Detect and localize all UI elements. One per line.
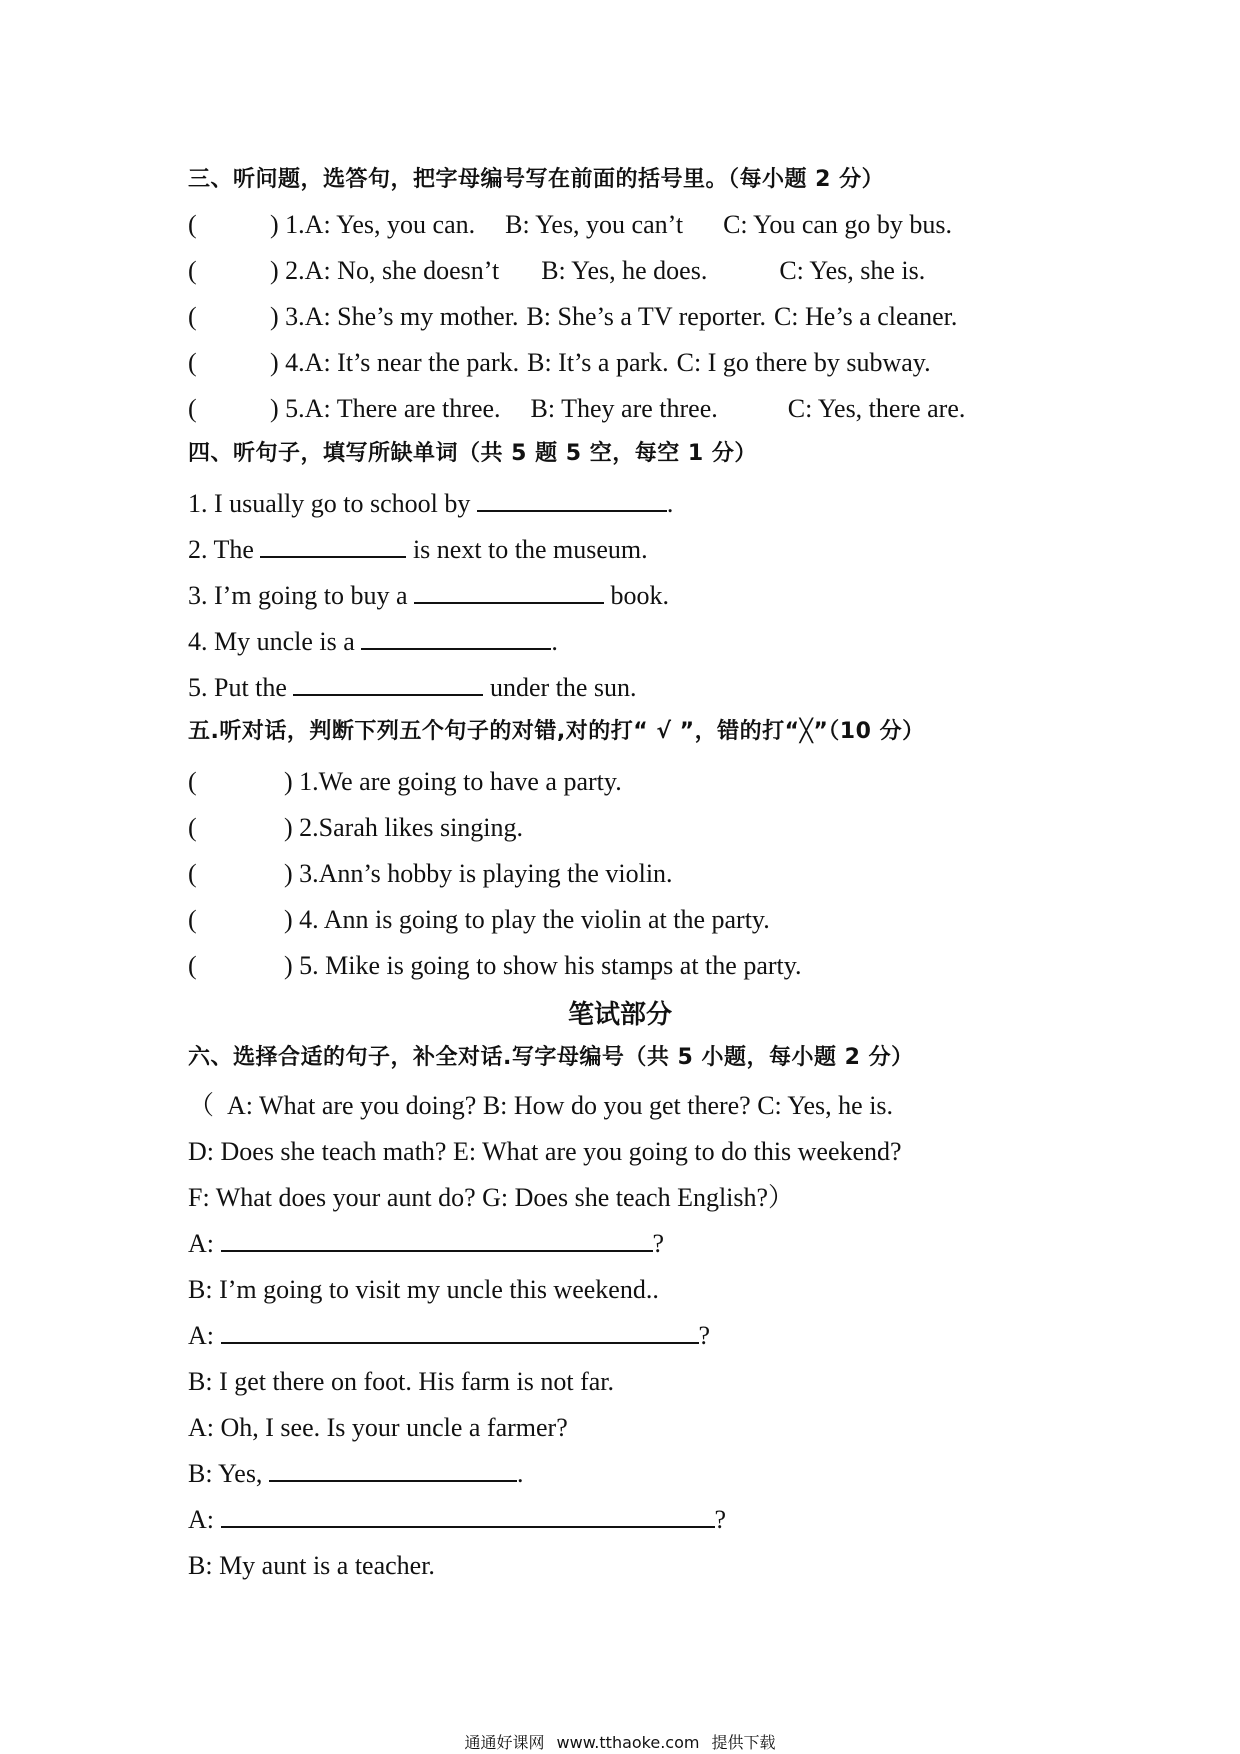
dialogue-b4: B: My aunt is a teacher. (188, 1551, 435, 1580)
dialogue-b1: B: I’m going to visit my uncle this weekend.. (188, 1275, 659, 1304)
written-part-title: 笔试部分 (567, 1000, 672, 1030)
s3-item-1: ( ) 1.A: Yes, you can. B: Yes, you can’t C: You can go by bus. (188, 210, 953, 239)
s4-item-2: 2. The is next to the museum. (188, 535, 648, 564)
fill-blank[interactable] (293, 672, 483, 696)
s4-item-1: 1. I usually go to school by . (188, 489, 674, 518)
fill-blank[interactable] (414, 580, 604, 604)
answer-bracket[interactable]: ( (188, 951, 197, 980)
dialogue-a3: A: Oh, I see. Is your uncle a farmer? (188, 1413, 568, 1442)
dialogue-a2: A: ? (188, 1321, 711, 1350)
footer-url[interactable]: www.tthaoke.com (556, 1733, 700, 1752)
s5-item-2: ( ) 2.Sarah likes singing. (188, 813, 524, 842)
dialogue-b2: B: I get there on foot. His farm is not far. (188, 1367, 615, 1396)
s4-item-4: 4. My uncle is a . (188, 627, 558, 656)
section-5-heading: 五.听对话，判断下列五个句子的对错,对的打“ √ ”，错的打“╳”（10 分） (188, 719, 925, 744)
s3-item-2: ( ) 2.A: No, she doesn’t B: Yes, he does. C: Yes, she is. (188, 256, 926, 285)
dialogue-a4: A: ? (188, 1505, 727, 1534)
section-3-heading: 三、听问题，选答句，把字母编号写在前面的括号里。（每小题 2 分） (188, 167, 885, 192)
fill-blank[interactable] (221, 1320, 699, 1344)
s3-item-5: ( ) 5.A: There are three. B: They are three. C: Yes, there are. (188, 394, 966, 423)
s5-item-3: ( ) 3.Ann’s hobby is playing the violin. (188, 859, 673, 888)
section-4-heading: 四、听句子，填写所缺单词（共 5 题 5 空，每空 1 分） (188, 441, 757, 466)
dialogue-a1: A: ? (188, 1229, 665, 1258)
s5-item-5: ( ) 5. Mike is going to show his stamps at the party. (188, 951, 802, 980)
page-footer (0, 1730, 1240, 1753)
fill-blank[interactable] (221, 1228, 653, 1252)
fill-blank[interactable] (477, 488, 667, 512)
fill-blank[interactable] (260, 534, 406, 558)
s5-item-1: ( ) 1.We are going to have a party. (188, 767, 622, 796)
dialogue-b3: B: Yes, . (188, 1459, 524, 1488)
answer-bracket[interactable]: ( (188, 859, 197, 888)
fill-blank[interactable] (361, 626, 551, 650)
footer-site-name: 通通好课网 (464, 1733, 545, 1752)
s5-item-4: ( ) 4. Ann is going to play the violin at the party. (188, 905, 770, 934)
answer-bracket[interactable]: ( (188, 348, 197, 377)
answer-bracket[interactable]: ( (188, 210, 197, 239)
section-6-heading: 六、选择合适的句子，补全对话.写字母编号（共 5 小题，每小题 2 分） (188, 1045, 914, 1070)
answer-bracket[interactable]: ( (188, 302, 197, 331)
fill-blank[interactable] (221, 1504, 715, 1528)
fill-blank[interactable] (269, 1458, 517, 1482)
s6-options-line-2: D: Does she teach math? E: What are you going to do this weekend? (188, 1137, 902, 1166)
answer-bracket[interactable]: ( (188, 767, 197, 796)
answer-bracket[interactable]: ( (188, 813, 197, 842)
s3-item-4: ( ) 4.A: It’s near the park. B: It’s a park. C: I go there by subway. (188, 348, 931, 377)
answer-bracket[interactable]: ( (188, 905, 197, 934)
answer-bracket[interactable]: ( (188, 394, 197, 423)
answer-bracket[interactable]: ( (188, 256, 197, 285)
s6-options-line-1: （ A: What are you doing? B: How do you get there? C: Yes, he is. (188, 1091, 894, 1120)
s6-options-line-3: F: What does your aunt do? G: Does she teach English?） (188, 1183, 795, 1212)
footer-note: 提供下载 (711, 1733, 776, 1752)
s3-item-3: ( ) 3.A: She’s my mother. B: She’s a TV reporter. C: He’s a cleaner. (188, 302, 958, 331)
s4-item-3: 3. I’m going to buy a book. (188, 581, 670, 610)
s4-item-5: 5. Put the under the sun. (188, 673, 637, 702)
